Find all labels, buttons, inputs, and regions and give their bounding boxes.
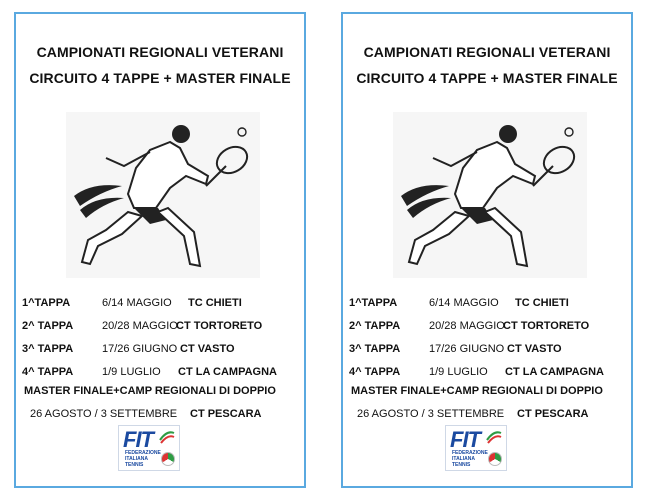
fit-logo-icon: [118, 425, 180, 471]
stage-label: 4^ TAPPA: [349, 366, 401, 378]
master-club: CT PESCARA: [517, 408, 589, 420]
flyer-left: [14, 12, 306, 488]
stage-club: CT TORTORETO: [176, 320, 263, 332]
flyer-subtitle: CIRCUITO 4 TAPPE + MASTER FINALE: [29, 70, 291, 86]
swoosh-icon: [486, 430, 502, 444]
master-title: MASTER FINALE+CAMP REGIONALI DI DOPPIO: [351, 385, 603, 397]
stage-club: CT LA CAMPAGNA: [505, 366, 604, 378]
flyer-right: [341, 12, 633, 488]
stage-club: TC CHIETI: [515, 297, 569, 309]
master-row: [30, 408, 262, 420]
master-dates: 26 AGOSTO / 3 SETTEMBRE: [30, 408, 178, 420]
stage-label: 3^ TAPPA: [349, 343, 401, 355]
stage-club: CT VASTO: [180, 343, 235, 355]
stage-dates: 1/9 LUGLIO: [429, 366, 488, 378]
stage-label: 4^ TAPPA: [22, 366, 74, 378]
stage-label: 1^TAPPA: [349, 297, 398, 309]
stage-label: 2^ TAPPA: [349, 320, 401, 332]
stage-club: CT LA CAMPAGNA: [178, 366, 277, 378]
logo-text: FIT: [123, 427, 153, 452]
stage-label: 2^ TAPPA: [22, 320, 74, 332]
tennis-player-icon: [393, 112, 587, 278]
stage-dates: 6/14 MAGGIO: [102, 297, 172, 309]
stage-dates: 1/9 LUGLIO: [102, 366, 161, 378]
flyer-title: CAMPIONATI REGIONALI VETERANI: [363, 44, 611, 60]
master-dates: 26 AGOSTO / 3 SETTEMBRE: [357, 408, 505, 420]
tennis-player-icon: [66, 112, 260, 278]
stage-club: TC CHIETI: [188, 297, 242, 309]
flyer-subtitle: CIRCUITO 4 TAPPE + MASTER FINALE: [356, 70, 618, 86]
stage-club: CT TORTORETO: [503, 320, 590, 332]
stage-dates: 17/26 GIUGNO: [102, 343, 178, 355]
logo-subtitle: FEDERAZIONE ITALIANA TENNIS: [452, 450, 488, 468]
logo-text: FIT: [450, 427, 480, 452]
stage-dates: 20/28 MAGGIO: [429, 320, 505, 332]
stage-label: 3^ TAPPA: [22, 343, 74, 355]
tennis-ball-icon: [161, 452, 175, 466]
stage-dates: 17/26 GIUGNO: [429, 343, 505, 355]
fit-logo-icon: [445, 425, 507, 471]
swoosh-icon: [159, 430, 175, 444]
logo-subtitle: FEDERAZIONE ITALIANA TENNIS: [125, 450, 161, 468]
master-club: CT PESCARA: [190, 408, 262, 420]
tennis-ball-icon: [488, 452, 502, 466]
stage-club: CT VASTO: [507, 343, 562, 355]
master-row: [357, 408, 589, 420]
flyer-title: CAMPIONATI REGIONALI VETERANI: [36, 44, 284, 60]
stage-dates: 20/28 MAGGIO: [102, 320, 178, 332]
stage-label: 1^TAPPA: [22, 297, 71, 309]
stage-dates: 6/14 MAGGIO: [429, 297, 499, 309]
master-title: MASTER FINALE+CAMP REGIONALI DI DOPPIO: [24, 385, 276, 397]
